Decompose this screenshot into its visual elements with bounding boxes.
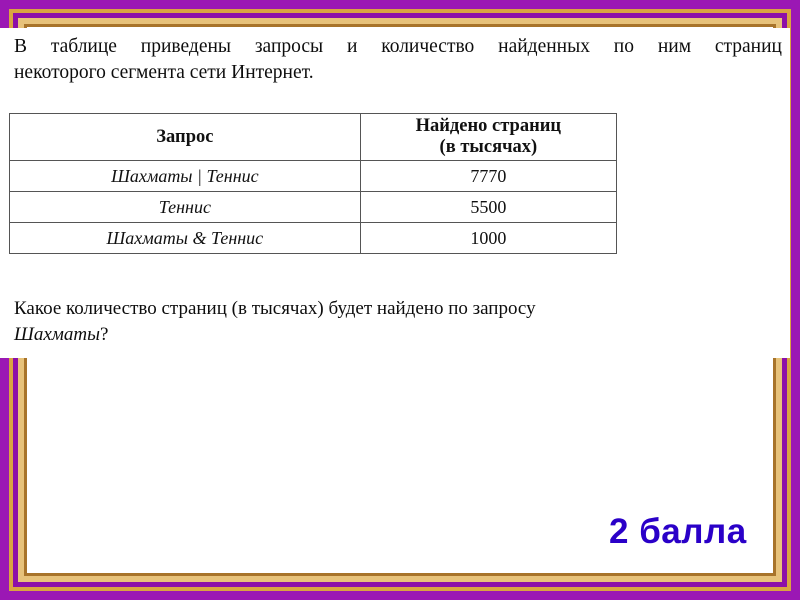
table-header-row — [10, 114, 617, 161]
table-row — [10, 223, 617, 254]
intro-line-2: некоторого сегмента сети Интернет. — [14, 61, 314, 83]
row-query-2: Теннис — [10, 192, 361, 223]
question-paragraph — [14, 296, 714, 347]
header-found-line-1: Найдено страниц — [415, 116, 562, 136]
queries-table — [9, 113, 617, 254]
table-row — [10, 161, 617, 192]
header-query: Запрос — [10, 114, 361, 161]
score-badge: 2 балла — [609, 512, 747, 551]
question-line-2 — [14, 322, 714, 348]
row-query-1: Шахматы | Теннис — [10, 161, 361, 192]
question-mark: ? — [99, 323, 109, 345]
question-line-1: Какое количество страниц (в тысячах) будет найдено по запросу — [14, 298, 536, 319]
row-found-3: 1000 — [360, 223, 616, 254]
intro-paragraph — [14, 34, 782, 86]
row-found-2: 5500 — [360, 192, 616, 223]
question-term: Шахматы — [14, 323, 100, 345]
table-row — [10, 192, 617, 223]
row-found-1: 7770 — [360, 161, 616, 192]
intro-line-1: В таблице приведены запросы и количество найденных по ним страниц — [14, 36, 782, 57]
header-found — [360, 114, 616, 161]
header-found-line-2: (в тысячах) — [439, 137, 538, 157]
row-query-3: Шахматы & Теннис — [10, 223, 361, 254]
